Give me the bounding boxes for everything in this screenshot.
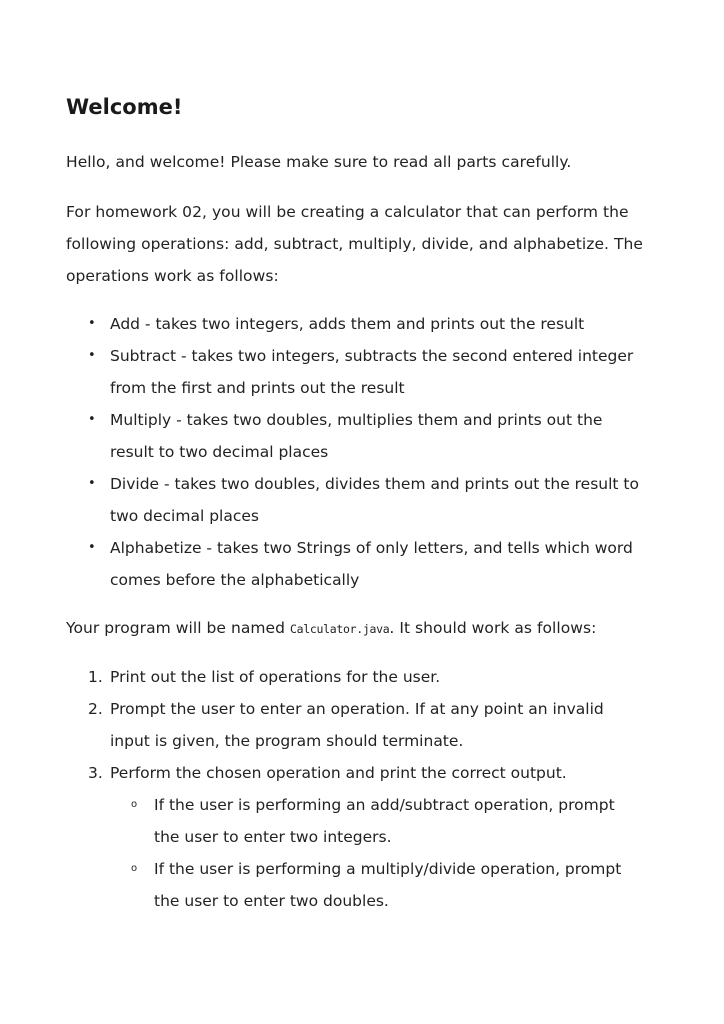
- page-title: Welcome!: [66, 95, 183, 119]
- description-line: following operations: add, subtract, multiply, divide, and alphabetize. The: [66, 235, 643, 253]
- bullet-icon: •: [88, 540, 96, 555]
- program-text-before: Your program will be named: [66, 619, 291, 637]
- step-number: 3.: [88, 764, 103, 782]
- document-page: [66, 92, 666, 917]
- program-paragraph: [66, 612, 666, 645]
- substeps-list: [110, 789, 666, 917]
- list-item-text: If the user is performing a multiply/divide operation, prompt: [154, 860, 622, 878]
- circle-bullet-icon: o: [131, 863, 138, 874]
- operations-list: [66, 308, 666, 596]
- list-item-text: comes before the alphabetically: [110, 571, 360, 589]
- bullet-icon: •: [88, 412, 96, 427]
- list-item-step-3: [88, 757, 666, 917]
- list-item-add: [88, 308, 666, 340]
- intro-paragraph: Hello, and welcome! Please make sure to read all parts carefully.: [66, 153, 572, 171]
- list-item-text: two decimal places: [110, 507, 259, 525]
- list-item-text: Add - takes two integers, adds them and prints out the result: [110, 315, 585, 333]
- program-text-after: . It should work as follows:: [389, 619, 597, 637]
- bullet-icon: •: [88, 316, 96, 331]
- step-number: 2.: [88, 700, 103, 718]
- filename-code: Calculator.java: [290, 622, 390, 636]
- description-paragraph: [66, 196, 666, 292]
- steps-list: [66, 661, 666, 917]
- list-item-text: Multiply - takes two doubles, multiplies them and prints out the: [110, 411, 603, 429]
- list-item-multiply: [88, 404, 666, 468]
- list-item-text: result to two decimal places: [110, 443, 329, 461]
- list-item-text: input is given, the program should terminate.: [110, 732, 464, 750]
- list-item-step-1: [88, 661, 666, 693]
- list-item-subtract: [88, 340, 666, 404]
- list-item-text: Perform the chosen operation and print the correct output.: [110, 764, 567, 782]
- list-item-alphabetize: [88, 532, 666, 596]
- list-item-text: the user to enter two integers.: [154, 828, 392, 846]
- list-item-text: Subtract - takes two integers, subtracts the second entered integer: [110, 347, 634, 365]
- bullet-icon: •: [88, 348, 96, 363]
- list-item-substep: [131, 853, 666, 917]
- list-item-text: Print out the list of operations for the user.: [110, 668, 441, 686]
- description-line: operations work as follows:: [66, 267, 279, 285]
- bullet-icon: •: [88, 476, 96, 491]
- list-item-divide: [88, 468, 666, 532]
- description-line: For homework 02, you will be creating a calculator that can perform the: [66, 203, 629, 221]
- list-item-text: Divide - takes two doubles, divides them and prints out the result to: [110, 475, 639, 493]
- circle-bullet-icon: o: [131, 799, 138, 810]
- list-item-text: the user to enter two doubles.: [154, 892, 389, 910]
- list-item-step-2: [88, 693, 666, 757]
- list-item-text: from the first and prints out the result: [110, 379, 405, 397]
- list-item-text: Prompt the user to enter an operation. If at any point an invalid: [110, 700, 604, 718]
- step-number: 1.: [88, 668, 103, 686]
- list-item-text: If the user is performing an add/subtract operation, prompt: [154, 796, 615, 814]
- list-item-text: Alphabetize - takes two Strings of only letters, and tells which word: [110, 539, 633, 557]
- list-item-substep: [131, 789, 666, 853]
